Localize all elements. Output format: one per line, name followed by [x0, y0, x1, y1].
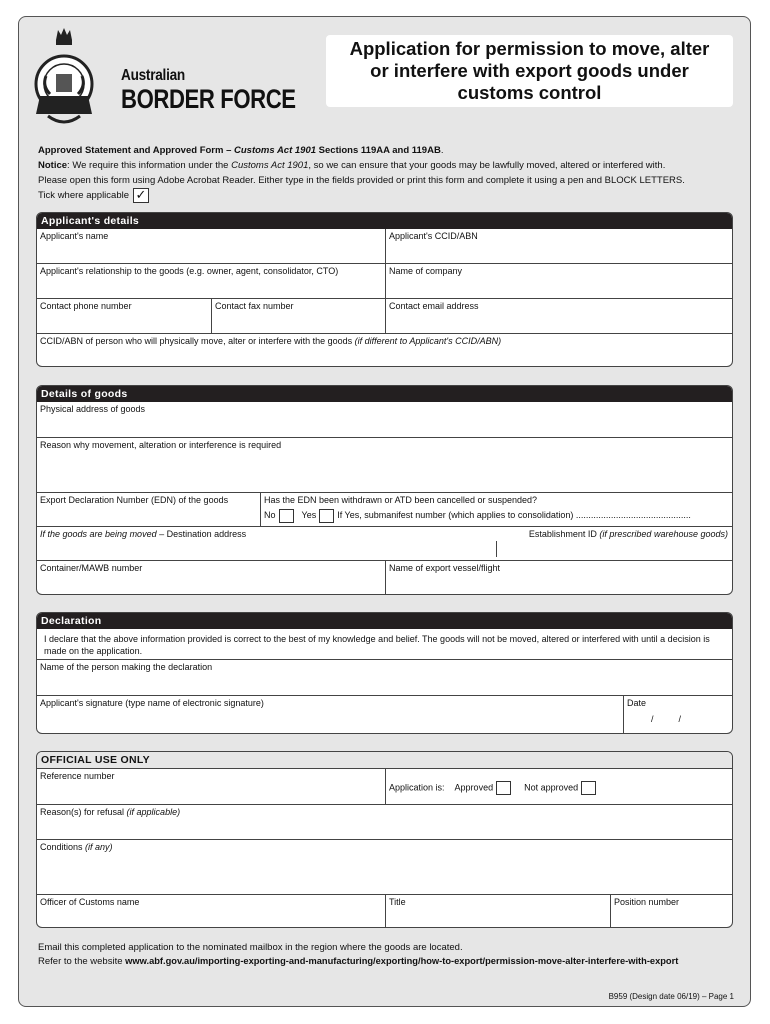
goods-address-field[interactable] — [37, 402, 732, 437]
date-separators: / / — [651, 714, 682, 724]
brand-line-1: Australian — [121, 67, 185, 84]
edn-question: Has the EDN been withdrawn or ATD been cancelled or suspended? — [264, 495, 537, 505]
person-ccid-field[interactable] — [37, 334, 732, 367]
page-number: B959 (Design date 06/19) – Page 1 — [608, 992, 734, 1001]
officer-name-field[interactable] — [37, 895, 385, 928]
footer-refer-label: Refer to the website — [38, 955, 126, 967]
position-number-label: Position number — [614, 897, 680, 907]
footer-email-note: Email this completed application to the nominated mailbox in the region where the goods are located. — [38, 942, 463, 953]
establishment-label: Establishment ID — [528, 529, 600, 539]
instructions: Please open this form using Adobe Acrobat Reader. Either type in the fields provided or print this form and complete it using a pen and BLOCK LETTERS. — [38, 175, 685, 186]
notice-label: Notice — [38, 160, 68, 171]
declaration-section — [36, 612, 733, 734]
reason-field[interactable] — [37, 438, 732, 492]
application-is-label: Application is: — [389, 782, 445, 793]
conditions-note: (if any) — [85, 842, 113, 852]
destination-label-a: If the goods are being moved — [40, 529, 157, 539]
no-label: No — [264, 510, 276, 520]
conditions-field[interactable] — [37, 840, 732, 894]
company-label: Name of company — [389, 266, 463, 276]
fax-label: Contact fax number — [215, 301, 294, 311]
applicant-ccid-label: Applicant's CCID/ABN — [389, 231, 478, 241]
email-field[interactable] — [385, 299, 732, 333]
applicant-ccid-field[interactable] — [385, 229, 732, 263]
yes-checkbox[interactable] — [319, 509, 334, 523]
act-name: Customs Act 1901 — [234, 145, 317, 156]
establishment-divider — [496, 541, 497, 557]
approved-label: Approved — [454, 782, 494, 793]
destination-label-b: – Destination address — [156, 529, 247, 539]
fax-field[interactable] — [211, 299, 385, 333]
phone-field[interactable] — [37, 299, 211, 333]
declarant-name-field[interactable] — [37, 660, 732, 695]
approved-checkbox[interactable] — [496, 781, 511, 795]
goods-heading: Details of goods — [37, 386, 732, 402]
conditions-label: Conditions — [40, 842, 86, 852]
approved-statement: Approved Statement and Approved Form – — [38, 145, 235, 156]
person-ccid-label: CCID/ABN of person who will physically move, alter or interfere with the goods — [40, 336, 355, 346]
signature-label: Applicant's signature (type name of electronic signature) — [40, 698, 264, 708]
not-approved-label: Not approved — [524, 782, 579, 793]
notice-c: , so we can ensure that your goods may be lawfully moved, altered or interfered with. — [308, 160, 666, 171]
goods-section — [36, 385, 733, 595]
establishment-note: (if prescribed warehouse goods) — [599, 529, 728, 539]
applicant-heading: Applicant's details — [37, 213, 732, 229]
position-number-field[interactable] — [610, 895, 732, 928]
refusal-label: Reason(s) for refusal — [40, 807, 127, 817]
edn-label: Export Declaration Number (EDN) of the goods — [40, 495, 229, 505]
application-status — [385, 769, 732, 804]
footer-website-link[interactable]: www.abf.gov.au/importing-exporting-and-manufacturing/exporting/how-to-export/permission-move-alter-interfere-with-export — [125, 955, 679, 966]
destination-field[interactable] — [37, 527, 493, 560]
applicant-section — [36, 212, 733, 367]
email-label: Contact email address — [389, 301, 479, 311]
submanifest-dotted-field[interactable]: .............................................. — [575, 510, 691, 520]
declaration-text: I declare that the above information provided is correct to the best of my knowledge and belief. The goods will not be moved, altered or interfered with until a decision is made on the application. — [44, 634, 710, 656]
edn-status — [260, 493, 732, 526]
coat-of-arms-logo — [34, 26, 94, 132]
vessel-field[interactable] — [385, 561, 732, 595]
footer — [38, 941, 678, 968]
vessel-label: Name of export vessel/flight — [389, 563, 501, 573]
signature-field[interactable] — [37, 696, 623, 733]
reference-field[interactable] — [37, 769, 385, 804]
yes-label: Yes — [301, 510, 317, 520]
reason-label: Reason why movement, alteration or interference is required — [40, 440, 282, 450]
goods-address-label: Physical address of goods — [40, 404, 146, 414]
not-approved-checkbox[interactable] — [581, 781, 596, 795]
submanifest-label: If Yes, submanifest number (which applies to consolidation) — [337, 510, 574, 520]
no-checkbox[interactable] — [279, 509, 294, 523]
officer-title-label: Title — [389, 897, 406, 907]
company-field[interactable] — [385, 264, 732, 298]
refusal-note: (if applicable) — [126, 807, 181, 817]
applicant-name-label: Applicant's name — [40, 231, 109, 241]
edn-field[interactable] — [37, 493, 260, 526]
declaration-heading: Declaration — [37, 613, 732, 629]
establishment-field[interactable] — [493, 527, 732, 560]
tick-label: Tick where applicable — [38, 190, 129, 202]
officer-name-label: Officer of Customs name — [40, 897, 140, 907]
officer-title-field[interactable] — [385, 895, 610, 928]
page-title: Application for permission to move, alter or interfere with export goods under customs control — [349, 38, 710, 103]
date-label: Date — [627, 698, 647, 708]
official-heading: OFFICIAL USE ONLY — [37, 752, 732, 769]
sections: Sections 119AA and 119AB — [316, 145, 441, 156]
phone-label: Contact phone number — [40, 301, 132, 311]
date-field[interactable] — [623, 696, 732, 733]
notice-act: Customs Act 1901 — [231, 160, 309, 171]
brand — [121, 68, 334, 113]
official-section — [36, 751, 733, 928]
container-field[interactable] — [37, 561, 385, 595]
person-ccid-note: (if different to Applicant's CCID/ABN) — [354, 336, 502, 346]
declarant-name-label: Name of the person making the declaration — [40, 662, 213, 672]
intro-text — [38, 143, 738, 203]
container-label: Container/MAWB number — [40, 563, 143, 573]
notice-a: : We require this information under the — [67, 160, 232, 171]
period: . — [440, 145, 444, 156]
refusal-field[interactable] — [37, 805, 732, 839]
brand-line-2: BORDER FORCE — [121, 84, 296, 114]
applicant-name-field[interactable] — [37, 229, 385, 263]
relationship-field[interactable] — [37, 264, 385, 298]
reference-label: Reference number — [40, 771, 115, 781]
title-box — [326, 35, 733, 107]
tick-example-checkbox: ✓ — [133, 188, 149, 203]
relationship-label: Applicant's relationship to the goods (e.g. owner, agent, consolidator, CTO) — [40, 266, 339, 276]
